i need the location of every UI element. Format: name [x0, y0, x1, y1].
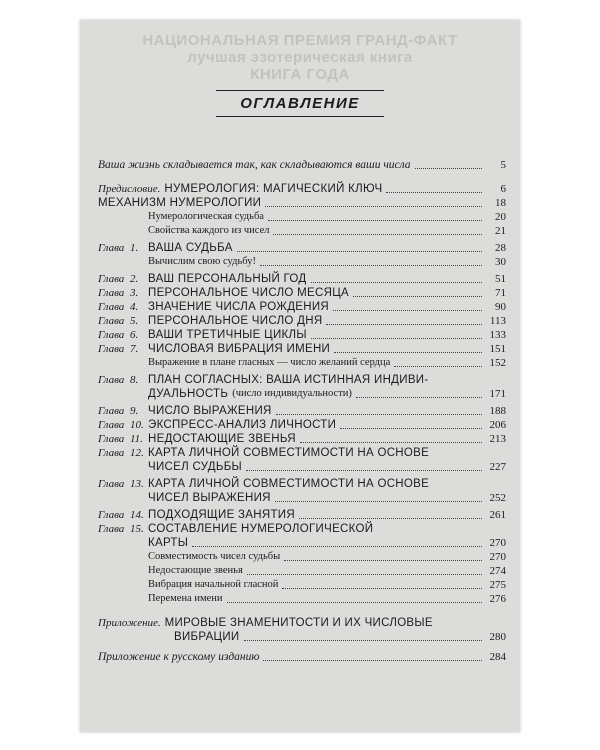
- toc-entry-preface[interactable]: Предисловие. НУМЕРОЛОГИЯ: МАГИЧЕСКИЙ КЛЮЧ 6: [98, 183, 506, 195]
- toc-entry-chapter-2[interactable]: Глава 2. ВАШ ПЕРСОНАЛЬНЫЙ ГОД 51: [98, 273, 506, 285]
- toc-entry-intro[interactable]: Ваша жизнь складывается так, как складываются ваши числа 5: [98, 159, 506, 171]
- toc-subentry[interactable]: Нумерологическая судьба 20: [148, 211, 506, 223]
- toc-entry-chapter-7[interactable]: Глава 7. ЧИСЛОВАЯ ВИБРАЦИЯ ИМЕНИ 151: [98, 343, 506, 355]
- toc-subentry[interactable]: Вибрация начальной гласной 275: [148, 579, 506, 591]
- toc-subentry[interactable]: Перемена имени 276: [148, 593, 506, 605]
- toc-entry-chapter-12[interactable]: Глава 12. КАРТА ЛИЧНОЙ СОВМЕСТИМОСТИ НА ОСНОВЕ: [98, 447, 430, 459]
- table-of-contents: [98, 158, 506, 664]
- toc-entry-chapter-15[interactable]: Глава 15. СОСТАВЛЕНИЕ НУМЕРОЛОГИЧЕСКОЙ: [98, 523, 374, 535]
- toc-subentry[interactable]: Недостающие звенья 274: [148, 565, 506, 577]
- toc-entry-chapter-4[interactable]: Глава 4. ЗНАЧЕНИЕ ЧИСЛА РОЖДЕНИЯ 90: [98, 301, 506, 313]
- toc-entry-chapter-3[interactable]: Глава 3. ПЕРСОНАЛЬНОЕ ЧИСЛО МЕСЯЦА 71: [98, 287, 506, 299]
- page-title: ОГЛАВЛЕНИЕ: [216, 90, 384, 117]
- book-page: [80, 20, 520, 732]
- toc-subentry[interactable]: Выражение в плане гласных — число желаний сердца 152: [148, 357, 506, 369]
- toc-entry-appendix-russian[interactable]: Приложение к русскому изданию 284: [98, 651, 506, 663]
- toc-entry-appendix-cont[interactable]: ВИБРАЦИИ 280: [174, 631, 506, 643]
- toc-entry-chapter-10[interactable]: Глава 10. ЭКСПРЕСС-АНАЛИЗ ЛИЧНОСТИ 206: [98, 419, 506, 431]
- toc-entry-chapter-8-cont[interactable]: ДУАЛЬНОСТЬ (число индивидуальности) 171: [148, 388, 506, 400]
- toc-entry-chapter-13-cont[interactable]: ЧИСЕЛ ВЫРАЖЕНИЯ 252: [148, 492, 506, 504]
- toc-entry-mechanism[interactable]: МЕХАНИЗМ НУМЕРОЛОГИИ 18: [98, 197, 506, 209]
- toc-entry-chapter-13[interactable]: Глава 13. КАРТА ЛИЧНОЙ СОВМЕСТИМОСТИ НА ОСНОВЕ: [98, 478, 430, 490]
- bleed-through-text: НАЦИОНАЛЬНАЯ ПРЕМИЯ ГРАНД-ФАКТ лучшая эзотерическая книга КНИГА ГОДА: [142, 32, 458, 83]
- toc-subentry[interactable]: Совместимость чисел судьбы 270: [148, 551, 506, 563]
- toc-entry-chapter-9[interactable]: Глава 9. ЧИСЛО ВЫРАЖЕНИЯ 188: [98, 405, 506, 417]
- toc-subentry[interactable]: Свойства каждого из чисел 21: [148, 225, 506, 237]
- toc-entry-chapter-6[interactable]: Глава 6. ВАШИ ТРЕТИЧНЫЕ ЦИКЛЫ 133: [98, 329, 506, 341]
- toc-entry-chapter-12-cont[interactable]: ЧИСЕЛ СУДЬБЫ 227: [148, 461, 506, 473]
- toc-entry-chapter-8[interactable]: Глава 8. ПЛАН СОГЛАСНЫХ: ВАША ИСТИННАЯ ИНДИВИ-: [98, 374, 429, 386]
- toc-entry-chapter-14[interactable]: Глава 14. ПОДХОДЯЩИЕ ЗАНЯТИЯ 261: [98, 509, 506, 521]
- toc-entry-chapter-1[interactable]: Глава 1. ВАША СУДЬБА 28: [98, 242, 506, 254]
- toc-entry-chapter-5[interactable]: Глава 5. ПЕРСОНАЛЬНОЕ ЧИСЛО ДНЯ 113: [98, 315, 506, 327]
- toc-entry-chapter-15-cont[interactable]: КАРТЫ 270: [148, 537, 506, 549]
- toc-entry-chapter-11[interactable]: Глава 11. НЕДОСТАЮЩИЕ ЗВЕНЬЯ 213: [98, 433, 506, 445]
- toc-entry-appendix[interactable]: Приложение. МИРОВЫЕ ЗНАМЕНИТОСТИ И ИХ ЧИСЛОВЫЕ: [98, 617, 433, 629]
- toc-subentry[interactable]: Вычислим свою судьбу! 30: [148, 256, 506, 268]
